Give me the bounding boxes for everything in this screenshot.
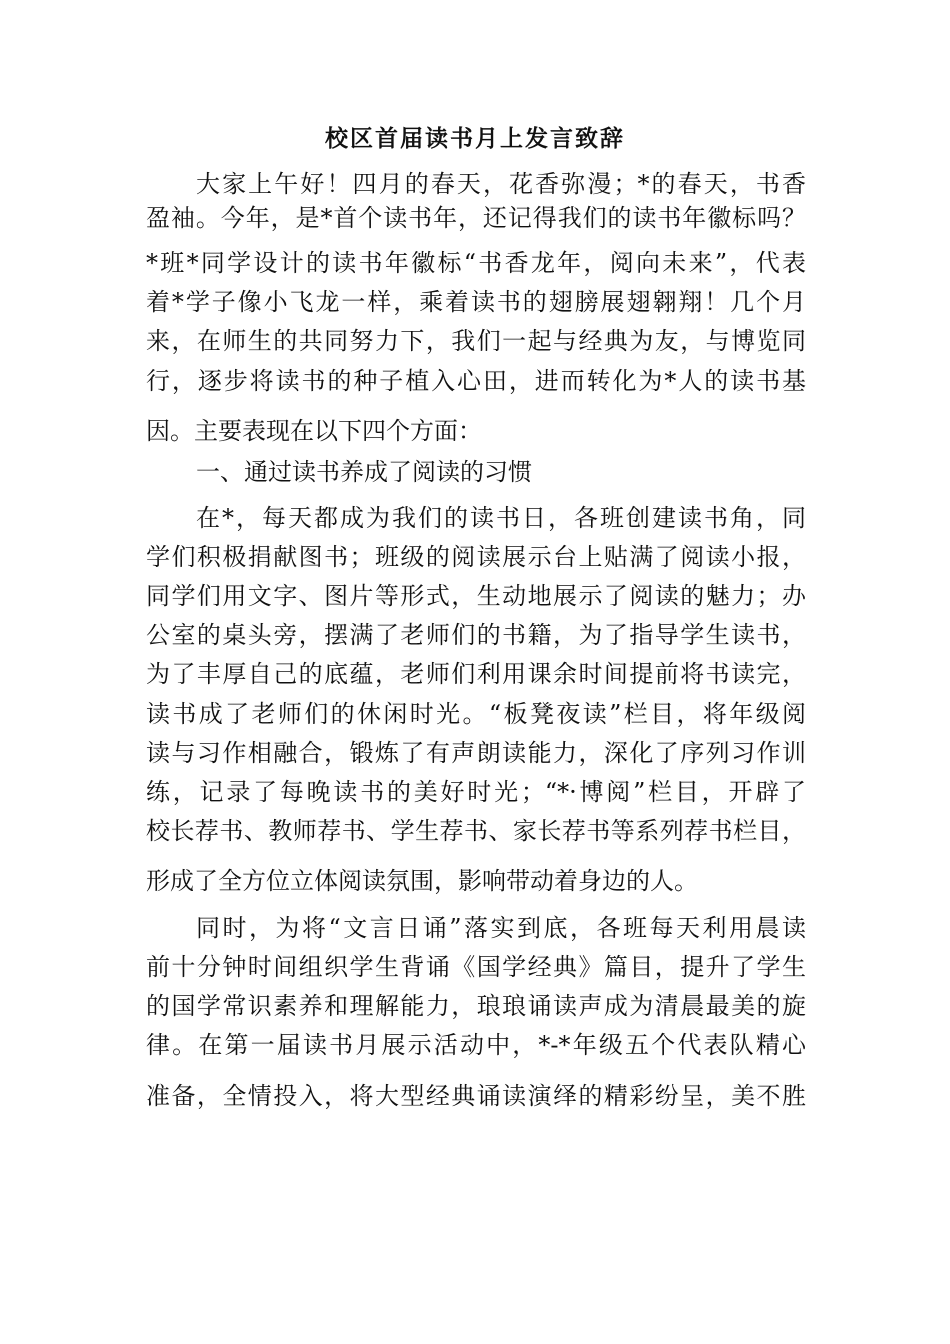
body-line: 因。主要表现在以下四个方面：: [146, 417, 482, 445]
body-line: 练，记录了每晚读书的美好时光；“*·博阅”栏目，开辟了: [146, 778, 806, 806]
body-line: 的国学常识素养和理解能力，琅琅诵读声成为清晨最美的旋: [146, 992, 806, 1020]
section-heading: 一、通过读书养成了阅读的习惯: [196, 458, 532, 486]
body-line: 盈袖。今年，是*首个读书年，还记得我们的读书年徽标吗？: [146, 204, 806, 232]
body-line: 校长荐书、教师荐书、学生荐书、家长荐书等系列荐书栏目，: [146, 817, 806, 845]
body-line: 同学们用文字、图片等形式，生动地展示了阅读的魅力；办: [146, 582, 806, 610]
body-line: 来，在师生的共同努力下，我们一起与经典为友，与博览同: [146, 327, 806, 355]
body-line: 在*，每天都成为我们的读书日，各班创建读书角，同: [196, 504, 806, 532]
body-line: 为了丰厚自己的底蕴，老师们利用课余时间提前将书读完，: [146, 660, 806, 688]
body-line: 读与习作相融合，锻炼了有声朗读能力，深化了序列习作训: [146, 739, 806, 767]
body-line: 准备，全情投入，将大型经典诵读演绎的精彩纷呈，美不胜: [146, 1082, 806, 1110]
body-line: 公室的桌头旁，摆满了老师们的书籍，为了指导学生读书，: [146, 621, 806, 649]
body-line: 律。在第一届读书月展示活动中，*-*年级五个代表队精心: [146, 1031, 806, 1059]
body-line: 大家上午好！四月的春天，花香弥漫；*的春天，书香: [196, 170, 806, 198]
body-line: 读书成了老师们的休闲时光。“板凳夜读”栏目，将年级阅: [146, 700, 806, 728]
body-line: 形成了全方位立体阅读氛围，影响带动着身边的人。: [146, 867, 698, 895]
body-line: *班*同学设计的读书年徽标“书香龙年，阅向未来”，代表: [146, 249, 806, 277]
body-line: 前十分钟时间组织学生背诵《国学经典》篇目，提升了学生: [146, 953, 806, 981]
body-line: 同时，为将“文言日诵”落实到底，各班每天利用晨读: [196, 914, 806, 942]
body-line: 学们积极捐献图书；班级的阅读展示台上贴满了阅读小报，: [146, 543, 806, 571]
body-line: 着*学子像小飞龙一样，乘着读书的翅膀展翅翱翔！几个月: [146, 288, 806, 316]
document-title: 校区首届读书月上发言致辞: [325, 125, 625, 152]
body-line: 行，逐步将读书的种子植入心田，进而转化为*人的读书基: [146, 367, 806, 395]
